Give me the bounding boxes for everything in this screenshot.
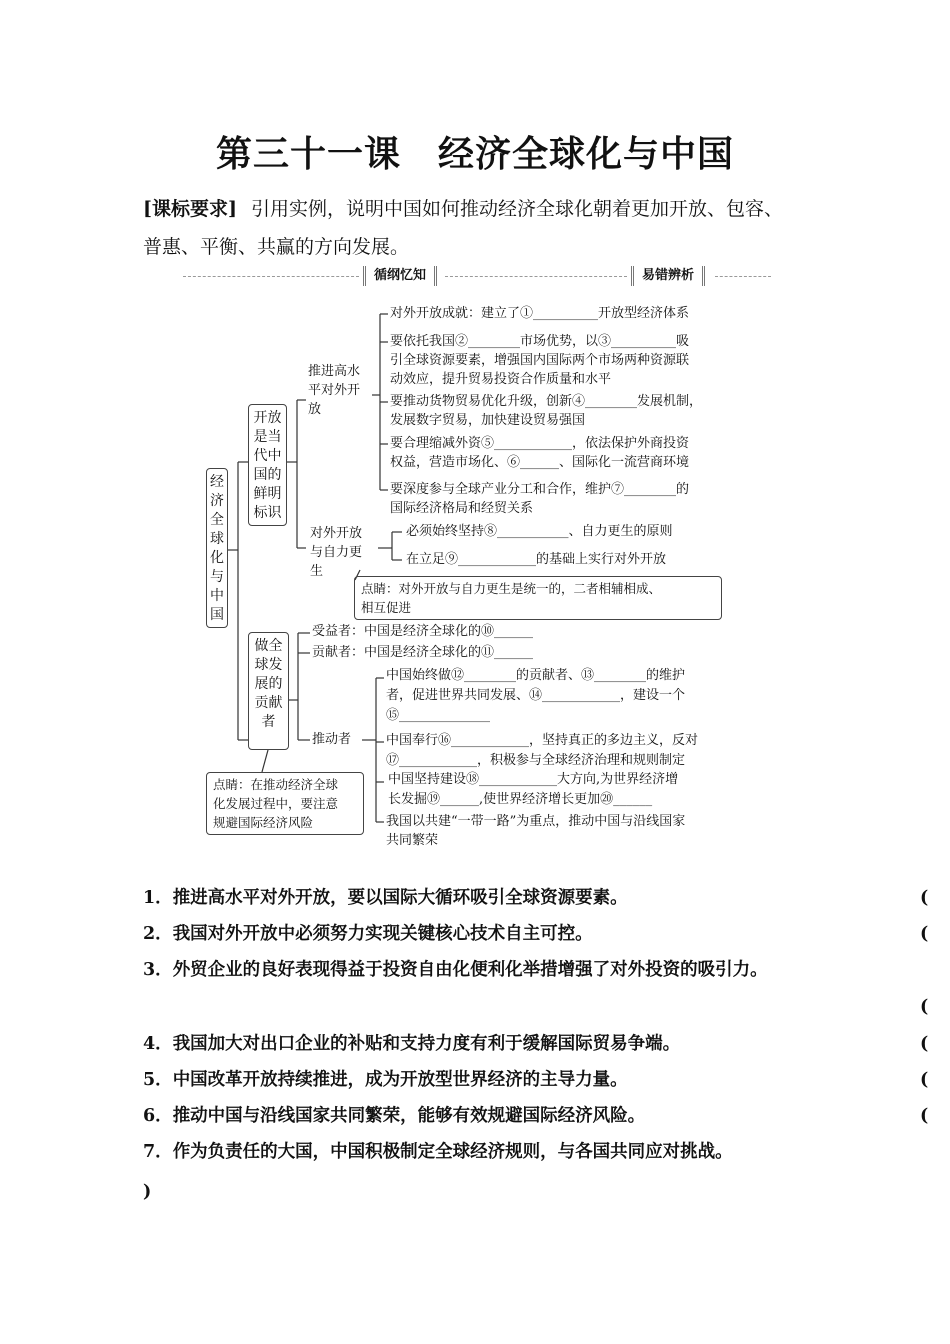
page-title: 第三十一课 经济全球化与中国	[215, 133, 734, 175]
item-9: 在立足⑨____________的基础上实行对外开放	[406, 552, 667, 567]
item-5: 要合理缩减外资⑤____________，依法保护外商投资 权益，营造市场化、⑥______、国际化一流营商环境	[390, 436, 690, 470]
item-4: 要推动货物贸易优化升级，创新④________发展机制， 发展数字贸易，加快建设贸易强国	[390, 394, 703, 428]
sub-self-reliance: 对外开放 与自力更 生	[310, 526, 363, 579]
question-6: 6．推动中国与沿线国家共同繁荣，能够有效规避国际经济风险。	[143, 1106, 646, 1126]
answer-paren-5[interactable]: (	[920, 1070, 929, 1090]
contributor-line: 贡献者：中国是经济全球化的⑪______	[312, 645, 534, 660]
question-1: 1．推进高水平对外开放，要以国际大循环吸引全球资源要素。	[143, 888, 628, 908]
requirement-line-2: 普惠、平衡、共赢的方向发展。	[143, 236, 410, 258]
note-opening: 点睛：对外开放与自力更生是统一的，二者相辅相成、 相互促进	[354, 576, 722, 620]
item-8: 必须始终坚持⑧___________、自力更生的原则	[406, 524, 673, 539]
requirement-line-1: 引用实例，说明中国如何推动经济全球化朝着更加开放、包容、	[250, 198, 783, 220]
answer-paren-6[interactable]: (	[920, 1106, 929, 1126]
driver-item-1: 中国始终做⑫________的贡献者、⑬________的维护 者，促进世界共同发展、⑭____________，建设一个 ⑮______________	[386, 668, 686, 723]
requirement-tag: [课标要求]	[143, 198, 237, 220]
beneficiary-line: 受益者：中国是经济全球化的⑩______	[312, 624, 534, 639]
branch-contributor-node: 做全 球发 展的 贡献 者	[248, 632, 289, 750]
tab-error-analysis[interactable]: 易错辨析	[631, 266, 705, 286]
answer-paren-7[interactable]: )	[143, 1182, 152, 1202]
driver-item-2: 中国奉行⑯____________，坚持真正的多边主义，反对 ⑰____________，积极参与全球经济治理和规则制定	[386, 733, 699, 768]
root-node: 经 济 全 球 化 与 中 国	[206, 468, 228, 628]
question-4: 4．我国加大对出口企业的补贴和支持力度有利于缓解国际贸易争端。	[143, 1034, 681, 1054]
driver-label: 推动者	[312, 732, 352, 747]
sub-high-level-opening: 推进高水 平对外开 放	[308, 364, 361, 417]
tab-review[interactable]: 循纲忆知	[363, 266, 437, 286]
answer-paren-4[interactable]: (	[920, 1034, 929, 1054]
item-7: 要深度参与全球产业分工和合作，维护⑦________的 国际经济格局和经贸关系	[390, 482, 690, 516]
driver-item-4: 我国以共建“一带一路”为重点，推动中国与沿线国家 共同繁荣	[386, 814, 686, 848]
question-7: 7．作为负责任的大国，中国积极制定全球经济规则，与各国共同应对挑战。	[143, 1142, 733, 1162]
item-1: 对外开放成就：建立了①__________开放型经济体系	[390, 306, 690, 321]
question-2: 2．我国对外开放中必须努力实现关键核心技术自主可控。	[143, 924, 593, 944]
answer-paren-2[interactable]: (	[920, 924, 929, 944]
answer-paren-3[interactable]: (	[920, 997, 929, 1017]
note-risk: 点睛：在推动经济全球 化发展过程中，要注意 规避国际经济风险	[206, 772, 364, 835]
question-5: 5．中国改革开放持续推进，成为开放型世界经济的主导力量。	[143, 1070, 628, 1090]
branch-opening-node: 开放 是当 代中 国的 鲜明 标识	[248, 404, 287, 526]
driver-item-3: 中国坚持建设⑱____________大方向,为世界经济增 长发掘⑲______,使世界经济增长更加⑳______	[388, 772, 679, 807]
answer-paren-1[interactable]: (	[920, 888, 929, 908]
item-2: 要依托我国②________市场优势，以③__________吸 引全球资源要素，增强国内国际两个市场两种资源联 动效应，提升贸易投资合作质量和水平	[390, 334, 690, 387]
question-3: 3．外贸企业的良好表现得益于投资自由化便利化举措增强了对外投资的吸引力。	[143, 960, 768, 980]
